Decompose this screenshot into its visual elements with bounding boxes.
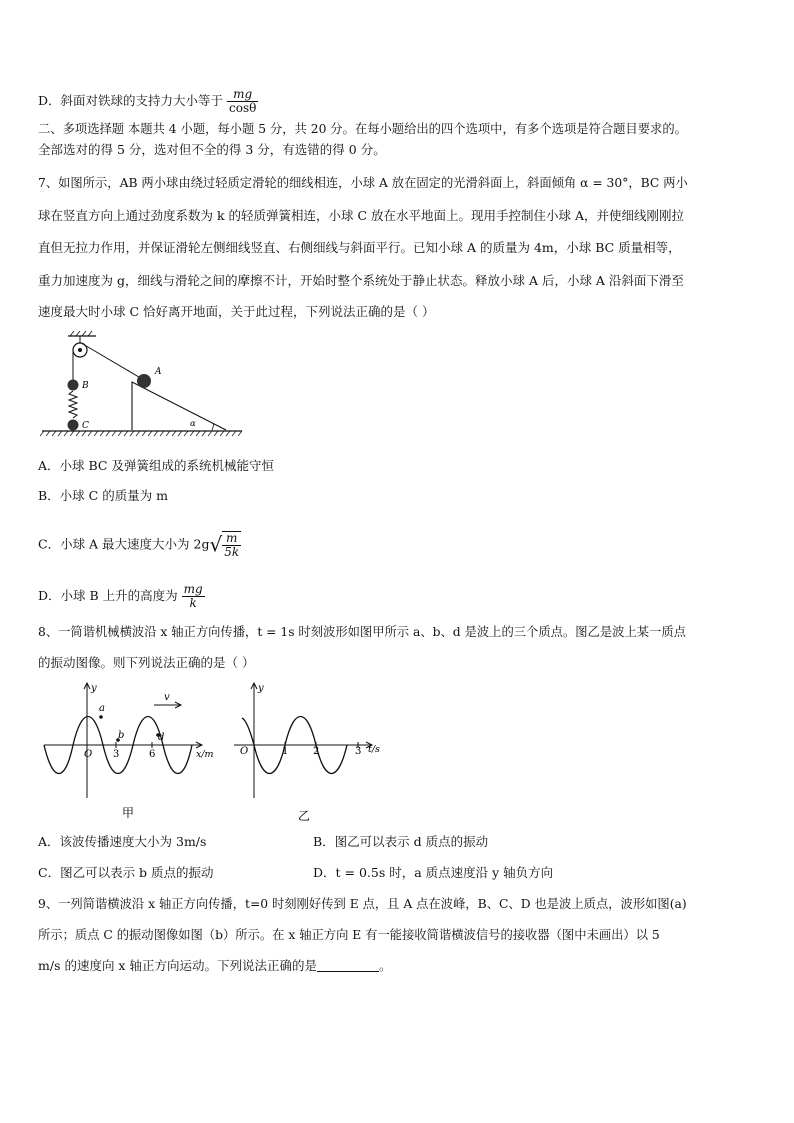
fraction-denominator: k	[189, 596, 197, 610]
fraction-numerator: mg	[183, 582, 203, 596]
label-b: B	[82, 381, 89, 391]
q9-stem-line2: 所示；质点 C 的振动图像如图（b）所示。在 x 轴正方向 E 有一能接收简谐横波信号的接收器（图中未画出）以 5	[38, 928, 660, 942]
ceiling-hatch	[70, 331, 92, 336]
q7-pulley-incline-figure	[38, 330, 248, 440]
q8-option-b: B．图乙可以表示 d 质点的振动	[313, 834, 489, 849]
q7-option-c-text: C．小球 A 最大速度大小为 2g	[38, 536, 210, 552]
answer-blank[interactable]	[317, 959, 379, 972]
label-a: A	[155, 367, 162, 377]
sqrt-sign: √	[209, 532, 223, 557]
figure-caption-yi: 乙	[298, 809, 311, 823]
ground-hatch	[40, 431, 242, 436]
q6-option-d	[38, 88, 258, 115]
q9-stem-line3	[38, 958, 391, 974]
q8-option-d: D．t = 0.5s 时，a 质点速度沿 y 轴负方向	[313, 865, 554, 880]
velocity-label: v	[164, 692, 170, 703]
section2-heading-line1: 二、多项选择题 本题共 4 小题，每小题 5 分，共 20 分。在每小题给出的四个选项中，有多个选项是符合题目要求的。	[38, 122, 687, 136]
q6-option-d-text: D．斜面对铁球的支持力大小等于	[38, 93, 224, 108]
q8-stem-line1: 8、一简谐机械横波沿 x 轴正方向传播，t = 1s 时刻波形如图甲所示 a、b、d 是波上的三个质点。图乙是波上某一质点	[38, 625, 686, 639]
point-a-label: a	[99, 703, 105, 714]
fraction-numerator: m	[222, 532, 241, 546]
tick-label-2: 2	[313, 746, 320, 757]
q7-stem-line5: 速度最大时小球 C 恰好离开地面，关于此过程，下列说法正确的是（ ）	[38, 304, 435, 319]
y-axis-label: y	[258, 683, 264, 694]
spring	[69, 391, 77, 418]
point-d-label: d	[158, 732, 165, 743]
q7-option-c-fraction	[222, 531, 241, 559]
ball-a	[137, 374, 151, 388]
pulley-axle	[78, 348, 82, 352]
q7-option-b: B．小球 C 的质量为 m	[38, 488, 169, 503]
angle-arc	[212, 423, 214, 430]
tick-label-1: 1	[282, 746, 289, 757]
q7-stem-line4: 重力加速度为 g，细线与滑轮之间的摩擦不计，开始时整个系统处于静止状态。释放小球 A 后，小球 A 沿斜面下滑至	[38, 273, 684, 288]
tick-label-3: 3	[355, 746, 362, 757]
fraction-denominator: 5k	[224, 545, 240, 559]
q8-option-a: A．该波传播速度大小为 3m/s	[38, 834, 207, 849]
q9-period: 。	[378, 958, 392, 973]
point-a	[99, 715, 103, 719]
q7-stem-line3: 直但无拉力作用，并保证滑轮左侧细线竖直、右侧细线与斜面平行。已知小球 A 的质量为 4m，小球 BC 质量相等，	[38, 240, 681, 255]
x-axis-label: x/m	[196, 749, 214, 760]
q8-stem-line2: 的振动图像。则下列说法正确的是（ ）	[38, 655, 255, 670]
q8-figure-yi-vibration	[230, 680, 400, 825]
q8-option-c: C．图乙可以表示 b 质点的振动	[38, 865, 214, 880]
q7-option-a: A．小球 BC 及弹簧组成的系统机械能守恒	[38, 458, 274, 473]
label-c: C	[82, 421, 89, 431]
origin-label: O	[240, 746, 249, 757]
q7-option-d-fraction	[182, 583, 205, 610]
fraction-denominator: cosθ	[229, 101, 257, 115]
label-alpha: α	[190, 419, 196, 429]
tick-label-6: 6	[149, 749, 156, 760]
figure-caption-jia: 甲	[122, 806, 135, 820]
right-string	[82, 344, 144, 381]
q7-option-d	[38, 583, 205, 610]
q7-option-d-text: D．小球 B 上升的高度为	[38, 588, 178, 603]
q9-stem-line1: 9、一列简谐横波沿 x 轴正方向传播，t=0 时刻刚好传到 E 点，且 A 点在波峰，B、C、D 也是波上质点，波形如图(a)	[38, 897, 687, 911]
q7-stem-line1: 7、如图所示，AB 两小球由绕过轻质定滑轮的细线相连，小球 A 放在固定的光滑斜面上，斜面倾角 α = 30°，BC 两小	[38, 176, 688, 190]
q6-option-d-fraction	[227, 88, 258, 115]
ball-c	[68, 420, 79, 431]
q7-stem-line2: 球在竖直方向上通过劲度系数为 k 的轻质弹簧相连，小球 C 放在水平地面上。现用手控制住小球 A，并使细线刚刚拉	[38, 208, 685, 223]
x-axis-label: t/s	[368, 744, 380, 755]
q9-stem-line3-text: m/s 的速度向 x 轴正方向运动。下列说法正确的是	[38, 958, 317, 973]
fraction-numerator: mg	[227, 88, 258, 102]
point-b-label: b	[118, 730, 125, 741]
tick-label-3: 3	[113, 749, 120, 760]
incline	[132, 382, 226, 430]
vibration-curve-left	[242, 718, 254, 745]
ball-b	[68, 380, 79, 391]
origin-label: O	[84, 749, 93, 760]
q8-figure-jia-wave	[40, 680, 230, 820]
y-axis-label: y	[91, 683, 97, 694]
section2-heading-line2: 全部选对的得 5 分，选对但不全的得 3 分，有选错的得 0 分。	[38, 142, 386, 157]
q7-option-c	[38, 531, 241, 559]
